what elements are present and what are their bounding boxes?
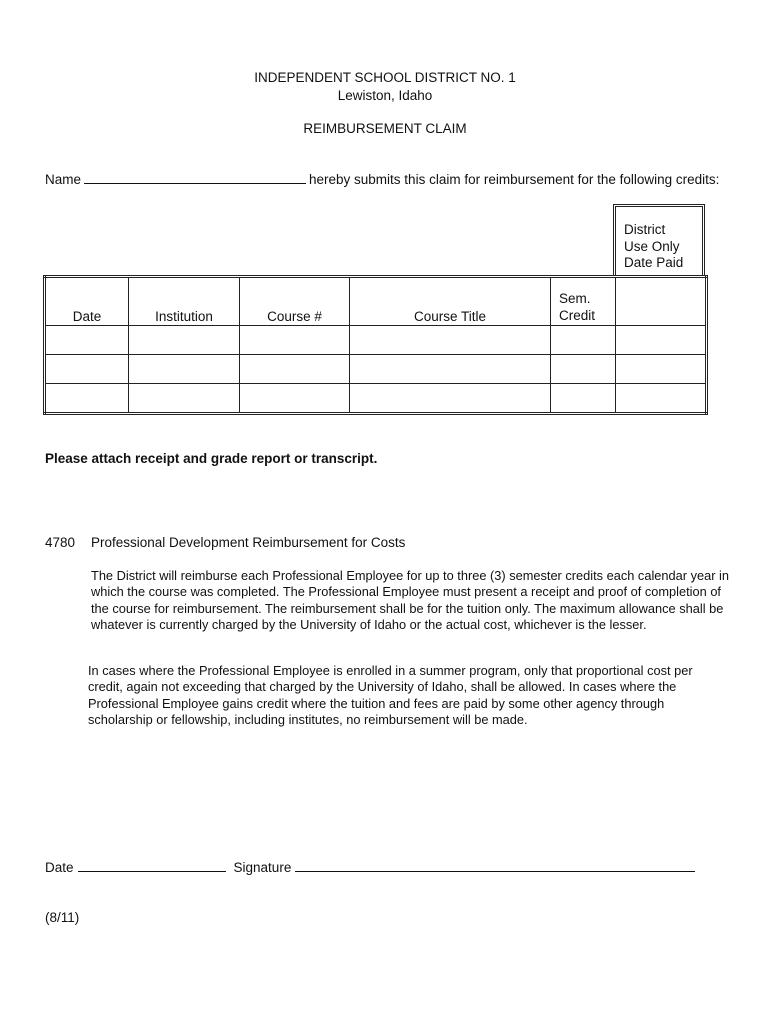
cell-date[interactable] bbox=[45, 355, 129, 384]
date-label: Date bbox=[45, 860, 74, 875]
table-row bbox=[45, 326, 707, 355]
cell-date[interactable] bbox=[45, 326, 129, 355]
name-field[interactable] bbox=[84, 171, 306, 184]
cell-course-title[interactable] bbox=[350, 326, 551, 355]
policy-paragraph-2: In cases where the Professional Employee is enrolled in a summer program, only that proportional cost per credit, again not exceeding that charged by the University of Idaho, shall be allowed. In cases where the Professional Employee gains credit where the tuition and fees are paid by some other agency through scholarship or fellowship, including institutes, no reimbursement will be made. bbox=[88, 663, 693, 727]
district-name: INDEPENDENT SCHOOL DISTRICT NO. 1 bbox=[254, 70, 516, 85]
cell-sem-credit[interactable] bbox=[551, 326, 616, 355]
cell-date-paid bbox=[616, 355, 707, 384]
cell-sem-credit[interactable] bbox=[551, 384, 616, 414]
cell-course-number[interactable] bbox=[240, 384, 350, 414]
cell-date-paid bbox=[616, 326, 707, 355]
name-line bbox=[45, 171, 719, 187]
date-field[interactable] bbox=[78, 859, 226, 872]
column-header-course-number: Course # bbox=[240, 277, 350, 326]
table-header-row bbox=[45, 277, 707, 326]
cell-date[interactable] bbox=[45, 384, 129, 414]
column-header-date-paid bbox=[616, 277, 707, 326]
policy-title: Professional Development Reimbursement for Costs bbox=[91, 535, 406, 550]
policy-heading bbox=[45, 535, 405, 550]
cell-course-title[interactable] bbox=[350, 355, 551, 384]
district-location: Lewiston, Idaho bbox=[337, 88, 433, 103]
cell-institution[interactable] bbox=[129, 326, 240, 355]
column-header-institution: Institution bbox=[129, 277, 240, 326]
cell-date-paid bbox=[616, 384, 707, 414]
column-header-date: Date bbox=[45, 277, 129, 326]
table-row bbox=[45, 384, 707, 414]
credits-table bbox=[43, 275, 708, 415]
signature-field[interactable] bbox=[295, 859, 695, 872]
policy-paragraph-1: The District will reimburse each Professional Employee for up to three (3) semester credits each calendar year in which the course was completed. The Professional Employee must present a receipt and proof of completion of the course for reimbursement. The reimbursement shall be for the tuition only. The maximum allowance shall be whatever is currently charged by the University of Idaho or the actual cost, whichever is the lesser. bbox=[91, 568, 729, 632]
signature-line bbox=[45, 859, 695, 875]
cell-course-title[interactable] bbox=[350, 384, 551, 414]
name-line-suffix: hereby submits this claim for reimbursement for the following credits: bbox=[309, 172, 720, 187]
cell-sem-credit[interactable] bbox=[551, 355, 616, 384]
name-label: Name bbox=[45, 172, 82, 187]
district-use-label: District Use Only Date Paid bbox=[624, 222, 684, 270]
signature-label: Signature bbox=[233, 860, 292, 875]
cell-course-number[interactable] bbox=[240, 326, 350, 355]
column-header-course-title: Course Title bbox=[350, 277, 551, 326]
revision-date: (8/11) bbox=[45, 910, 80, 925]
cell-institution[interactable] bbox=[129, 355, 240, 384]
table-row bbox=[45, 355, 707, 384]
form-title: REIMBURSEMENT CLAIM bbox=[303, 121, 467, 136]
cell-institution[interactable] bbox=[129, 384, 240, 414]
cell-course-number[interactable] bbox=[240, 355, 350, 384]
policy-number: 4780 bbox=[45, 535, 76, 550]
district-use-box bbox=[613, 204, 705, 276]
column-header-sem-credit: Sem. Credit bbox=[551, 277, 616, 326]
attach-note: Please attach receipt and grade report or transcript. bbox=[45, 451, 378, 466]
